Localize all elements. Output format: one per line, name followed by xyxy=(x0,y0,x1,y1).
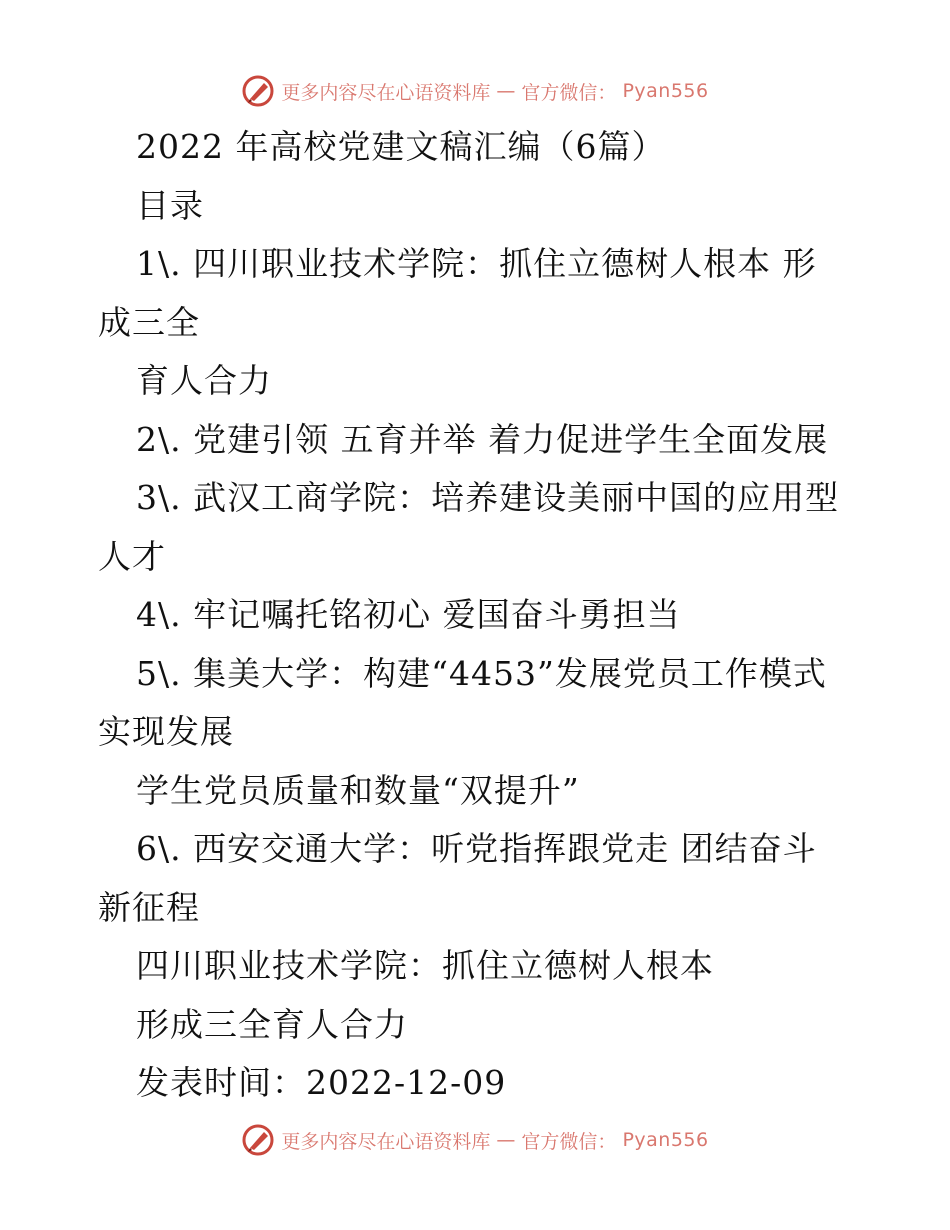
watermark-wechat-label: 官方微信： xyxy=(521,81,617,104)
watermark-account: Pyan556 xyxy=(622,1129,709,1151)
document-line: 成三全 xyxy=(98,302,200,342)
document-line: 新征程 xyxy=(98,887,200,927)
document-line: 实现发展 xyxy=(98,712,234,751)
watermark-wechat-label: 官方微信： xyxy=(521,1130,617,1153)
document-line: 3\. 武汉工商学院：培养建设美丽中国的应用型 xyxy=(136,478,840,517)
document-line: 四川职业技术学院：抓住立德树人根本 xyxy=(136,946,714,985)
watermark-text: 更多内容尽在心语资料库 xyxy=(281,81,491,104)
document-line: 6\. 西安交通大学：听党指挥跟党走 团结奋斗 xyxy=(136,829,817,868)
document-line: 学生党员质量和数量“双提升” xyxy=(136,770,580,810)
document-line: 育人合力 xyxy=(136,361,272,400)
document-line: 发表时间：2022-12-09 xyxy=(136,1063,507,1102)
pen-logo-icon xyxy=(241,74,275,108)
pen-logo-icon xyxy=(241,1123,275,1157)
document-line: 2022 年高校党建文稿汇编（6篇） xyxy=(136,127,666,166)
document-body xyxy=(98,118,858,1113)
document-line: 人才 xyxy=(98,536,166,576)
document-line: 形成三全育人合力 xyxy=(136,1004,408,1044)
watermark-separator: — xyxy=(496,1129,516,1151)
watermark-text: 更多内容尽在心语资料库 xyxy=(281,1130,491,1153)
document-line: 4\. 牢记嘱托铭初心 爱国奋斗勇担当 xyxy=(136,595,681,634)
document-line: 5\. 集美大学：构建“4453”发展党员工作模式 xyxy=(136,653,827,693)
document-line: 2\. 党建引领 五育并举 着力促进学生全面发展 xyxy=(136,419,829,459)
document-line: 目录 xyxy=(136,185,204,225)
watermark-account: Pyan556 xyxy=(622,80,709,102)
watermark-separator: — xyxy=(496,80,516,102)
document-line: 1\. 四川职业技术学院：抓住立德树人根本 形 xyxy=(136,244,817,283)
watermark-header xyxy=(0,71,950,111)
watermark-footer xyxy=(0,1120,950,1160)
